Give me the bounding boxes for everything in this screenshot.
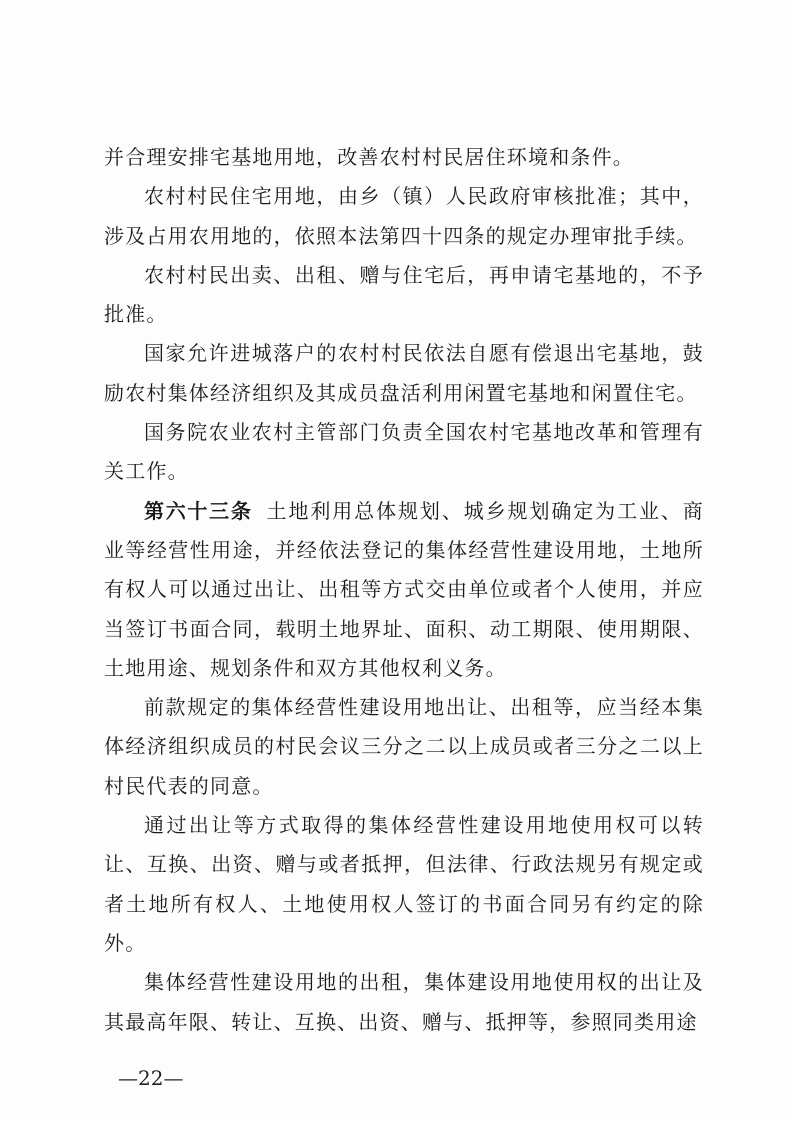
paragraph-homestead-approval: 农村村民住宅用地，由乡（镇）人民政府审核批准；其中，涉及占用农用地的，依照本法第四十四条的规定办理审批手续。: [104, 184, 704, 248]
paragraph-homestead-resale: 农村村民出卖、出租、赠与住宅后，再申请宅基地的，不予批准。: [104, 262, 704, 327]
page-number: —22—: [118, 1066, 184, 1090]
article-63-text: 土地利用总体规划、城乡规划确定为工业、商业等经营性用途，并经依法登记的集体经营性建设用地，土地所有权人可以通过出让、出租等方式交由单位或者个人使用，并应当签订书面合同，载明土地界址、面积、动工期限、使用期限、土地用途、规划条件和双方其他权利义务。: [104, 498, 705, 680]
paragraph-homestead-withdrawal: 国家允许进城落户的农村村民依法自愿有偿退出宅基地，鼓励农村集体经济组织及其成员盘活利用闲置宅基地和闲置住宅。: [104, 341, 704, 405]
article-63: [104, 492, 704, 688]
document-body: [104, 138, 704, 1042]
article-heading: 第六十三条: [144, 498, 253, 523]
paragraph-continued: 并合理安排宅基地用地，改善农村村民居住环境和条件。: [104, 145, 634, 169]
paragraph-consent: 前款规定的集体经营性建设用地出让、出租等，应当经本集体经济组织成员的村民会议三分之二以上成员或者三分之二以上村民代表的同意。: [104, 695, 704, 798]
paragraph-state-council: 国务院农业农村主管部门负责全国农村宅基地改革和管理有关工作。: [104, 420, 704, 484]
paragraph-lease: 集体经营性建设用地的出租，集体建设用地使用权的出让及其最高年限、转让、互换、出资、赠与、抵押等，参照同类用途: [104, 970, 704, 1034]
paragraph-transfer: 通过出让等方式取得的集体经营性建设用地使用权可以转让、互换、出资、赠与或者抵押，但法律、行政法规另有规定或者土地所有权人、土地使用权人签订的书面合同另有约定的除外。: [104, 813, 704, 955]
